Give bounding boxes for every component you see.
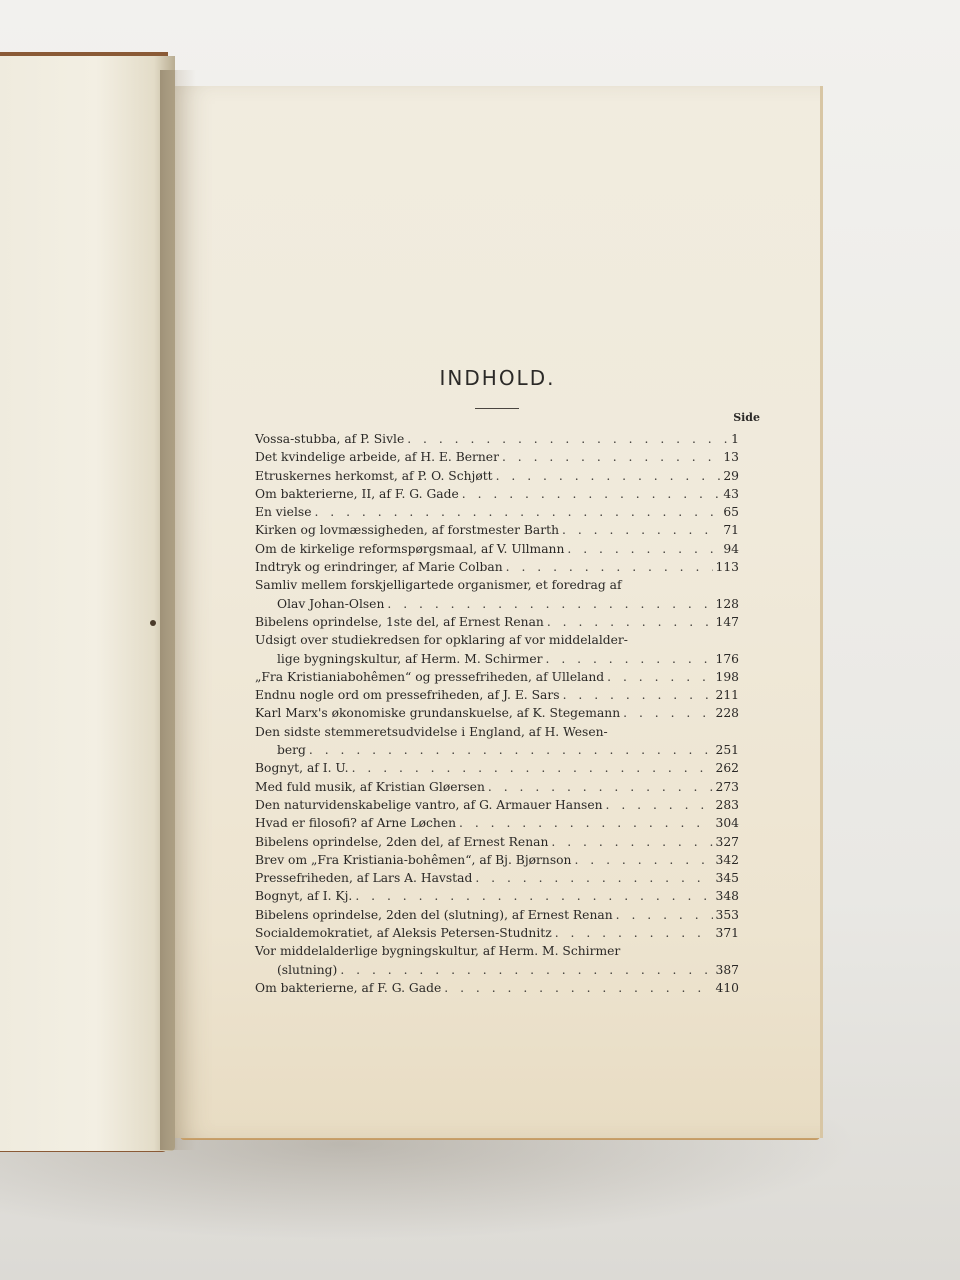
toc-entry-page-number: 304 [715, 816, 739, 831]
toc-entry-page-number: 345 [715, 871, 739, 886]
toc-entry-page-number: 198 [715, 669, 739, 684]
dot-leader [567, 540, 720, 558]
toc-entry-title: Karl Marx's økonomiske grundanskuelse, af K. Stegemann [255, 706, 621, 721]
dot-leader [547, 613, 713, 631]
dot-leader [444, 979, 712, 997]
dot-leader [623, 704, 712, 722]
toc-entry [255, 558, 739, 576]
toc-entry-page-number: 387 [715, 962, 739, 977]
toc-entry-title: (slutning) [277, 962, 338, 977]
toc-entry-title: Bibelens oprindelse, 2den del, af Ernest Renan [255, 834, 549, 849]
toc-entry-page-number: 43 [723, 486, 739, 501]
dot-leader [488, 778, 713, 796]
toc-entry-page-number: 71 [723, 523, 739, 538]
toc-entry-page-number: 128 [715, 596, 739, 611]
toc-entry [255, 485, 739, 503]
toc-entry-page-number: 211 [715, 688, 739, 703]
dot-leader [462, 485, 721, 503]
dot-leader [502, 448, 720, 466]
toc-entry-title: „Fra Kristianiabohêmen“ og pressefriheden, af Ulleland [255, 669, 605, 684]
toc-entry [255, 576, 739, 613]
toc-entry-title: Om bakterierne, II, af F. G. Gade [255, 486, 459, 501]
toc-entry-page-number: 29 [723, 468, 739, 483]
toc-entry-page-number: 327 [715, 834, 739, 849]
toc-entry-page-number: 353 [715, 907, 739, 922]
toc-entry-page-number: 65 [723, 505, 739, 520]
toc-entry-page-number: 176 [715, 651, 739, 666]
toc-entry-page-number: 410 [715, 980, 739, 995]
toc-entry-title-line: Samliv mellem forskjelligartede organismer, et foredrag af [255, 578, 622, 593]
toc-entry-title: Olav Johan-Olsen [277, 596, 385, 611]
dot-leader [607, 668, 712, 686]
toc-entry-title: Bibelens oprindelse, 1ste del, af Ernest Renan [255, 614, 544, 629]
toc-entry-title: Indtryk og erindringer, af Marie Colban [255, 560, 503, 575]
toc-entry [255, 448, 739, 466]
toc-entry-page-number: 251 [715, 743, 739, 758]
toc-entry-page-number: 113 [715, 560, 739, 575]
dot-leader [314, 503, 720, 521]
spine-mark [150, 620, 156, 626]
toc-entry [255, 430, 739, 448]
toc-entry [255, 796, 739, 814]
toc-entry-title-line: Den sidste stemmeretsudvidelse i England, af H. Wesen- [255, 724, 608, 739]
toc-entry-page-number: 348 [715, 889, 739, 904]
toc-entry-title: Om bakterierne, af F. G. Gade [255, 980, 442, 995]
toc-entry [255, 833, 739, 851]
toc-entry-page-number: 94 [723, 541, 739, 556]
toc-entry-page-number: 228 [715, 706, 739, 721]
toc-entry [255, 778, 739, 796]
toc-entry [255, 942, 739, 979]
toc-entry-page-number: 262 [715, 761, 739, 776]
toc-entry-page-number: 283 [715, 797, 739, 812]
toc-entry [255, 521, 739, 539]
toc-entry-page-number: 147 [715, 614, 739, 629]
dot-leader [616, 906, 713, 924]
dot-leader [546, 650, 713, 668]
dot-leader [496, 467, 721, 485]
toc-entry [255, 540, 739, 558]
toc-entry-title: Etruskernes herkomst, af P. O. Schjøtt [255, 468, 493, 483]
right-page [175, 86, 823, 1138]
toc-entry-title: Endnu nogle ord om pressefriheden, af J. E. Sars [255, 688, 560, 703]
toc-entry-title-line: Vor middelalderlige bygningskultur, af Herm. M. Schirmer [255, 944, 621, 959]
toc-entry [255, 631, 739, 668]
dot-leader [340, 961, 712, 979]
toc-entry [255, 869, 739, 887]
table-of-contents [255, 430, 739, 997]
toc-entry-page-number: 371 [715, 926, 739, 941]
toc-entry-title: berg [277, 743, 306, 758]
title-rule [475, 408, 519, 409]
toc-entry-title: Bibelens oprindelse, 2den del (slutning), af Ernest Renan [255, 907, 613, 922]
toc-entry-title: Brev om „Fra Kristiania-bohêmen“, af Bj. Bjørnson [255, 852, 572, 867]
dot-leader [387, 595, 712, 613]
page-column-label: Side [733, 411, 760, 424]
dot-leader [574, 851, 712, 869]
toc-entry-title: Bognyt, af I. U. [255, 761, 349, 776]
dot-leader [562, 521, 720, 539]
dot-leader [355, 887, 712, 905]
toc-entry-title: lige bygningskultur, af Herm. M. Schirmer [277, 651, 543, 666]
toc-entry-page-number: 13 [723, 450, 739, 465]
dot-leader [506, 558, 713, 576]
dot-leader [563, 686, 713, 704]
dot-leader [551, 833, 712, 851]
toc-entry-page-number: 1 [731, 432, 739, 446]
dot-leader [475, 869, 712, 887]
toc-entry [255, 924, 739, 942]
toc-entry-title: Den naturvidenskabelige vantro, af G. Armauer Hansen [255, 797, 603, 812]
dot-leader [309, 741, 713, 759]
toc-entry [255, 759, 739, 777]
toc-entry [255, 467, 739, 485]
dot-leader [352, 759, 713, 777]
toc-entry [255, 686, 739, 704]
dot-leader [407, 430, 728, 448]
dot-leader [555, 924, 713, 942]
toc-entry-title: Det kvindelige arbeide, af H. E. Berner [255, 450, 499, 465]
toc-entry-title: Socialdemokratiet, af Aleksis Petersen-Studnitz [255, 926, 552, 941]
toc-entry [255, 613, 739, 631]
toc-entry-title: Vossa-stubba, af P. Sivle [255, 432, 405, 446]
toc-entry-page-number: 342 [715, 852, 739, 867]
dot-leader [459, 814, 712, 832]
page-title: INDHOLD. [439, 366, 556, 390]
toc-entry [255, 814, 739, 832]
toc-entry-title: Om de kirkelige reformspørgsmaal, af V. Ullmann [255, 541, 565, 556]
toc-entry-title: Pressefriheden, af Lars A. Havstad [255, 871, 473, 886]
toc-entry [255, 668, 739, 686]
toc-entry-title: Kirken og lovmæssigheden, af forstmester Barth [255, 523, 559, 538]
toc-entry-title-line: Udsigt over studiekredsen for opklaring af vor middelalder- [255, 633, 628, 648]
toc-entry-title: Hvad er filosofi? af Arne Løchen [255, 816, 457, 831]
toc-entry [255, 503, 739, 521]
toc-entry [255, 979, 739, 997]
toc-entry [255, 887, 739, 905]
toc-entry-title: En vielse [255, 505, 312, 520]
toc-entry [255, 851, 739, 869]
toc-entry-title: Bognyt, af I. Kj. [255, 889, 353, 904]
dot-leader [606, 796, 713, 814]
toc-entry [255, 723, 739, 760]
toc-entry [255, 906, 739, 924]
toc-entry [255, 704, 739, 722]
toc-entry-page-number: 273 [715, 779, 739, 794]
toc-entry-title: Med fuld musik, af Kristian Gløersen [255, 779, 485, 794]
left-page [0, 56, 175, 1151]
